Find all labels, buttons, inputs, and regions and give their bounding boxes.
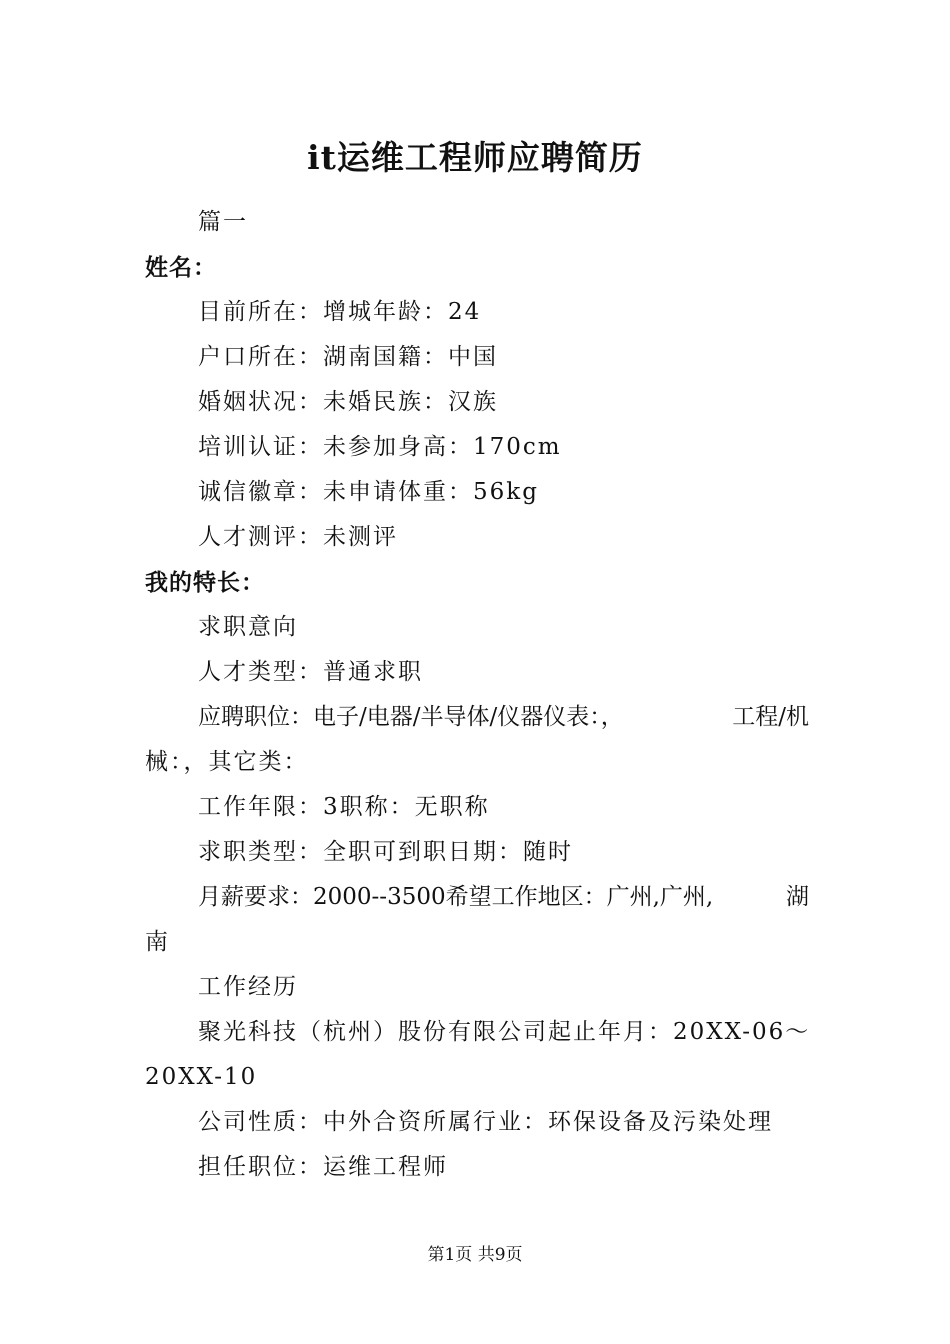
position-line-continued: 械：，其它类： [145,749,309,775]
company-line: 聚光科技（杭州）股份有限公司起止年月：20XX-06～ [198,1019,811,1045]
position-text-a: 应聘职位：电子/电器/半导体/仪器仪表：， [198,704,624,730]
section-label: 篇一 [198,209,248,235]
job-type-line: 求职类型：全职可到职日期：随时 [198,839,573,865]
info-line-location: 目前所在：增城年龄：24 [198,299,482,325]
specialty-heading: 我的特长： [145,569,265,596]
page-footer: 第1页 共9页 [427,1245,523,1265]
salary-text-a: 月薪要求：2000--3500希望工作地区：广州,广州, [198,884,714,910]
role-line: 担任职位：运维工程师 [198,1154,448,1180]
info-line-marital: 婚姻状况：未婚民族：汉族 [198,389,498,415]
salary-line [145,875,809,920]
document-title: it运维工程师应聘简历 [307,138,643,177]
info-line-integrity: 诚信徽章：未申请体重：56kg [198,479,539,505]
position-line [145,695,809,740]
position-text-b: 工程/机 [732,704,809,730]
work-experience-heading: 工作经历 [198,974,298,1000]
name-heading: 姓名： [145,254,217,281]
info-line-assessment: 人才测评：未测评 [198,524,398,550]
company-line-continued: 20XX-10 [145,1064,258,1090]
talent-type-line: 人才类型：普通求职 [198,659,423,685]
info-line-hukou: 户口所在：湖南国籍：中国 [198,344,498,370]
job-intent-heading: 求职意向 [198,614,298,640]
salary-text-b: 湖 [786,884,809,910]
info-line-training: 培训认证：未参加身高：170cm [198,434,562,460]
document-body [145,200,809,1190]
years-line: 工作年限：3职称：无职称 [198,794,490,820]
salary-line-continued: 南 [145,929,170,955]
company-nature-line: 公司性质：中外合资所属行业：环保设备及污染处理 [198,1109,773,1135]
